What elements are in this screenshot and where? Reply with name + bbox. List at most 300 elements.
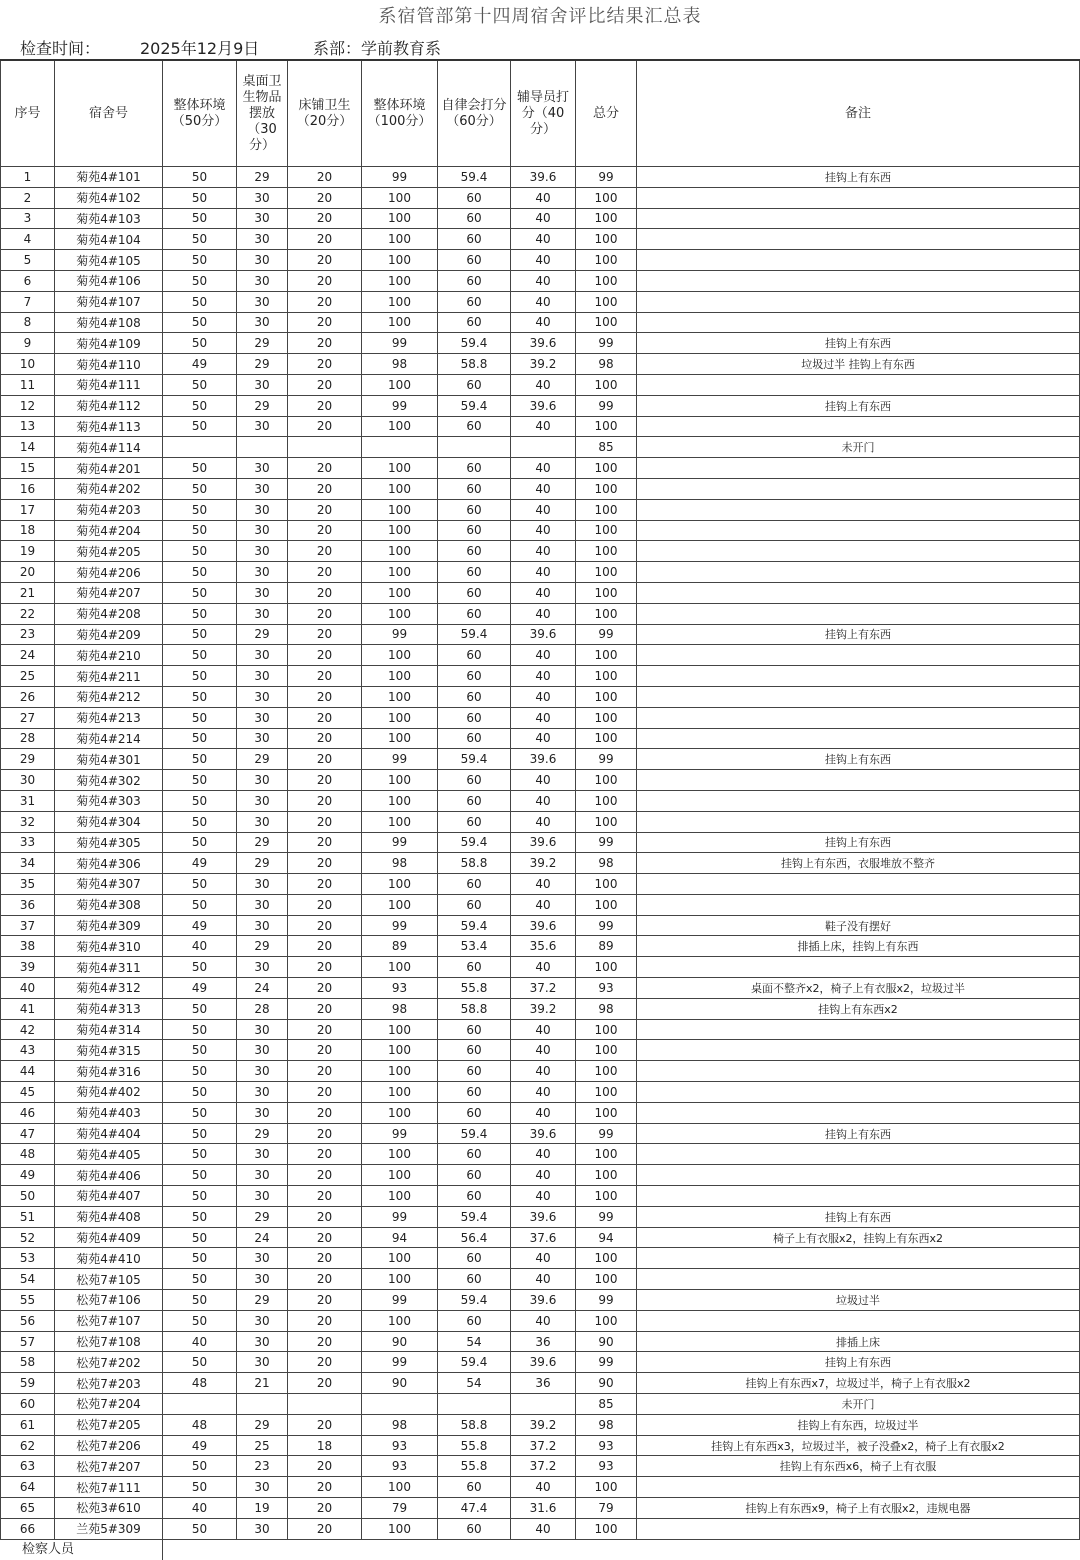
cell-remark <box>637 521 1080 542</box>
cell-remark: 鞋子没有摆好 <box>637 916 1080 937</box>
cell-total: 100 <box>576 521 637 542</box>
cell-room: 菊苑4#109 <box>55 333 163 354</box>
cell-index: 1 <box>0 167 55 188</box>
cell-desk: 29 <box>237 354 288 375</box>
cell-counselor: 40 <box>511 687 576 708</box>
cell-env100: 99 <box>362 1124 438 1145</box>
cell-total: 89 <box>576 936 637 957</box>
cell-bed: 20 <box>288 1186 362 1207</box>
cell-remark <box>637 1311 1080 1332</box>
cell-remark: 挂钩上有东西x3，垃圾过半，被子没叠x2，椅子上有衣服x2 <box>637 1436 1080 1457</box>
dept-label: 系部： <box>313 39 362 58</box>
cell-env50: 50 <box>163 645 237 666</box>
cell-bed: 20 <box>288 458 362 479</box>
cell-total: 100 <box>576 375 637 396</box>
cell-counselor: 40 <box>511 292 576 313</box>
cell-index: 11 <box>0 375 55 396</box>
cell-env100: 100 <box>362 541 438 562</box>
table-row <box>0 687 1080 708</box>
cell-committee: 59.4 <box>438 1124 511 1145</box>
cell-room: 菊苑4#307 <box>55 874 163 895</box>
cell-counselor: 39.6 <box>511 916 576 937</box>
cell-bed: 20 <box>288 354 362 375</box>
cell-index: 47 <box>0 1124 55 1145</box>
cell-index: 52 <box>0 1228 55 1249</box>
cell-room: 菊苑4#302 <box>55 770 163 791</box>
table-row <box>0 999 1080 1020</box>
cell-total: 100 <box>576 1186 637 1207</box>
cell-index: 63 <box>0 1456 55 1477</box>
cell-counselor: 39.6 <box>511 833 576 854</box>
cell-env100: 100 <box>362 604 438 625</box>
cell-index: 17 <box>0 500 55 521</box>
cell-counselor: 37.2 <box>511 1436 576 1457</box>
cell-desk: 29 <box>237 936 288 957</box>
cell-env50 <box>163 1394 237 1415</box>
cell-remark <box>637 895 1080 916</box>
cell-remark: 挂钩上有东西x2 <box>637 999 1080 1020</box>
cell-env50: 50 <box>163 1290 237 1311</box>
cell-room: 菊苑4#102 <box>55 188 163 209</box>
cell-index: 57 <box>0 1332 55 1353</box>
cell-env100: 100 <box>362 229 438 250</box>
cell-index: 36 <box>0 895 55 916</box>
cell-remark <box>637 687 1080 708</box>
cell-index: 27 <box>0 708 55 729</box>
cell-room: 菊苑4#201 <box>55 458 163 479</box>
cell-env100: 100 <box>362 250 438 271</box>
cell-counselor: 39.2 <box>511 999 576 1020</box>
cell-committee: 60 <box>438 1248 511 1269</box>
cell-env50: 49 <box>163 978 237 999</box>
cell-env50: 50 <box>163 209 237 230</box>
cell-room: 菊苑4#406 <box>55 1165 163 1186</box>
cell-index: 42 <box>0 1020 55 1041</box>
cell-desk: 30 <box>237 479 288 500</box>
cell-env50: 49 <box>163 1436 237 1457</box>
cell-bed: 20 <box>288 1103 362 1124</box>
cell-desk: 29 <box>237 749 288 770</box>
cell-committee: 60 <box>438 292 511 313</box>
cell-room: 菊苑4#104 <box>55 229 163 250</box>
cell-index: 31 <box>0 791 55 812</box>
table-row <box>0 853 1080 874</box>
cell-desk: 30 <box>237 1269 288 1290</box>
table-row <box>0 1394 1080 1415</box>
cell-room: 松苑7#203 <box>55 1373 163 1394</box>
cell-bed: 20 <box>288 936 362 957</box>
cell-desk: 30 <box>237 770 288 791</box>
cell-env100: 100 <box>362 417 438 438</box>
table-row <box>0 645 1080 666</box>
cell-env100: 100 <box>362 1248 438 1269</box>
cell-bed: 20 <box>288 271 362 292</box>
cell-env100: 93 <box>362 978 438 999</box>
cell-env100: 93 <box>362 1456 438 1477</box>
cell-remark <box>637 1144 1080 1165</box>
cell-total: 90 <box>576 1332 637 1353</box>
cell-bed: 20 <box>288 583 362 604</box>
cell-env100: 100 <box>362 1103 438 1124</box>
table-row <box>0 895 1080 916</box>
cell-index: 50 <box>0 1186 55 1207</box>
cell-committee: 60 <box>438 229 511 250</box>
cell-desk: 30 <box>237 292 288 313</box>
cell-bed: 20 <box>288 1020 362 1041</box>
cell-total: 79 <box>576 1498 637 1519</box>
cell-committee: 60 <box>438 604 511 625</box>
cell-env100: 100 <box>362 1082 438 1103</box>
cell-env100: 100 <box>362 188 438 209</box>
cell-bed: 20 <box>288 729 362 750</box>
cell-remark: 挂钩上有东西 <box>637 333 1080 354</box>
cell-index: 12 <box>0 396 55 417</box>
cell-desk: 29 <box>237 853 288 874</box>
cell-room: 菊苑4#309 <box>55 916 163 937</box>
cell-desk: 29 <box>237 1290 288 1311</box>
cell-desk: 30 <box>237 645 288 666</box>
cell-bed: 20 <box>288 1207 362 1228</box>
cell-env100: 100 <box>362 500 438 521</box>
cell-room: 菊苑4#210 <box>55 645 163 666</box>
cell-total: 100 <box>576 313 637 334</box>
cell-desk: 30 <box>237 271 288 292</box>
cell-desk: 30 <box>237 1165 288 1186</box>
cell-desk: 28 <box>237 999 288 1020</box>
cell-counselor: 39.2 <box>511 853 576 874</box>
cell-room: 菊苑4#313 <box>55 999 163 1020</box>
cell-remark <box>637 1082 1080 1103</box>
cell-index: 18 <box>0 521 55 542</box>
cell-committee: 59.4 <box>438 1352 511 1373</box>
header-room: 宿舍号 <box>55 61 163 167</box>
cell-bed: 20 <box>288 333 362 354</box>
cell-remark <box>637 1020 1080 1041</box>
cell-desk: 30 <box>237 541 288 562</box>
table-row <box>0 708 1080 729</box>
cell-total: 94 <box>576 1228 637 1249</box>
cell-remark: 排插上床 <box>637 1332 1080 1353</box>
cell-committee: 60 <box>438 1311 511 1332</box>
cell-env100: 98 <box>362 999 438 1020</box>
cell-room: 菊苑4#207 <box>55 583 163 604</box>
cell-total: 100 <box>576 1248 637 1269</box>
cell-committee: 60 <box>438 666 511 687</box>
cell-desk: 30 <box>237 1020 288 1041</box>
table-row <box>0 874 1080 895</box>
cell-desk: 30 <box>237 604 288 625</box>
cell-room: 菊苑4#107 <box>55 292 163 313</box>
cell-index: 21 <box>0 583 55 604</box>
cell-counselor: 40 <box>511 729 576 750</box>
cell-counselor: 40 <box>511 812 576 833</box>
cell-env50 <box>163 437 237 458</box>
cell-counselor: 40 <box>511 1311 576 1332</box>
cell-counselor: 40 <box>511 313 576 334</box>
cell-env50: 40 <box>163 1498 237 1519</box>
cell-remark <box>637 1186 1080 1207</box>
cell-env50: 40 <box>163 1332 237 1353</box>
cell-remark <box>637 1477 1080 1498</box>
cell-desk: 29 <box>237 833 288 854</box>
cell-index: 5 <box>0 250 55 271</box>
cell-committee: 47.4 <box>438 1498 511 1519</box>
cell-desk: 30 <box>237 521 288 542</box>
cell-room: 菊苑4#408 <box>55 1207 163 1228</box>
header-index: 序号 <box>0 61 55 167</box>
cell-env100: 99 <box>362 167 438 188</box>
table-row <box>0 1165 1080 1186</box>
cell-committee: 60 <box>438 1144 511 1165</box>
cell-env100 <box>362 437 438 458</box>
cell-total: 98 <box>576 1415 637 1436</box>
cell-env50: 50 <box>163 417 237 438</box>
cell-counselor: 40 <box>511 1020 576 1041</box>
table-row <box>0 313 1080 334</box>
cell-room: 松苑7#107 <box>55 1311 163 1332</box>
cell-remark: 挂钩上有东西 <box>637 167 1080 188</box>
table-row <box>0 978 1080 999</box>
cell-room: 菊苑4#106 <box>55 271 163 292</box>
cell-desk: 30 <box>237 188 288 209</box>
cell-index: 62 <box>0 1436 55 1457</box>
cell-total: 98 <box>576 354 637 375</box>
table-row <box>0 936 1080 957</box>
table-row <box>0 333 1080 354</box>
table-row <box>0 209 1080 230</box>
cell-env100: 99 <box>362 1207 438 1228</box>
cell-bed: 20 <box>288 313 362 334</box>
cell-index: 8 <box>0 313 55 334</box>
cell-total: 100 <box>576 666 637 687</box>
cell-index: 39 <box>0 957 55 978</box>
cell-desk: 30 <box>237 957 288 978</box>
dept-name: 学前教育系 <box>361 39 442 58</box>
cell-committee: 54 <box>438 1332 511 1353</box>
cell-total: 100 <box>576 1311 637 1332</box>
table-row <box>0 666 1080 687</box>
cell-room: 菊苑4#111 <box>55 375 163 396</box>
cell-desk: 29 <box>237 333 288 354</box>
cell-env100: 100 <box>362 708 438 729</box>
cell-desk: 30 <box>237 250 288 271</box>
cell-desk: 23 <box>237 1456 288 1477</box>
sheet-title: 系宿管部第十四周宿舍评比结果汇总表 <box>378 6 702 27</box>
cell-committee: 60 <box>438 313 511 334</box>
cell-room: 松苑7#108 <box>55 1332 163 1353</box>
table-row <box>0 1415 1080 1436</box>
cell-env50: 48 <box>163 1373 237 1394</box>
cell-room: 菊苑4#108 <box>55 313 163 334</box>
cell-committee: 60 <box>438 521 511 542</box>
cell-committee: 59.4 <box>438 1207 511 1228</box>
cell-remark <box>637 250 1080 271</box>
cell-desk: 30 <box>237 708 288 729</box>
cell-committee: 60 <box>438 541 511 562</box>
cell-remark <box>637 957 1080 978</box>
cell-counselor: 40 <box>511 791 576 812</box>
table-row <box>0 479 1080 500</box>
cell-index: 41 <box>0 999 55 1020</box>
cell-remark: 挂钩上有东西 <box>637 1124 1080 1145</box>
cell-desk: 30 <box>237 1103 288 1124</box>
cell-room: 菊苑4#203 <box>55 500 163 521</box>
table-row <box>0 1269 1080 1290</box>
cell-desk: 30 <box>237 1082 288 1103</box>
cell-bed: 20 <box>288 250 362 271</box>
table-row <box>0 1207 1080 1228</box>
cell-env100: 100 <box>362 1186 438 1207</box>
cell-env100: 100 <box>362 666 438 687</box>
cell-index: 49 <box>0 1165 55 1186</box>
cell-total: 100 <box>576 229 637 250</box>
cell-desk: 30 <box>237 1144 288 1165</box>
table-row <box>0 1082 1080 1103</box>
cell-committee: 60 <box>438 791 511 812</box>
cell-bed: 20 <box>288 874 362 895</box>
cell-room: 菊苑4#305 <box>55 833 163 854</box>
cell-env100: 99 <box>362 1290 438 1311</box>
cell-total: 100 <box>576 562 637 583</box>
cell-env100: 93 <box>362 1436 438 1457</box>
cell-committee <box>438 1394 511 1415</box>
cell-index: 37 <box>0 916 55 937</box>
cell-committee: 60 <box>438 645 511 666</box>
cell-room: 菊苑4#403 <box>55 1103 163 1124</box>
cell-counselor: 40 <box>511 1186 576 1207</box>
cell-remark <box>637 708 1080 729</box>
cell-total: 100 <box>576 188 637 209</box>
cell-committee: 58.8 <box>438 1415 511 1436</box>
cell-remark <box>637 1040 1080 1061</box>
table-row <box>0 583 1080 604</box>
cell-env50: 50 <box>163 1040 237 1061</box>
cell-index: 29 <box>0 749 55 770</box>
cell-counselor: 40 <box>511 583 576 604</box>
date-label: 检查时间： <box>20 39 101 58</box>
cell-room: 菊苑4#303 <box>55 791 163 812</box>
cell-env100: 100 <box>362 687 438 708</box>
cell-counselor: 40 <box>511 1477 576 1498</box>
cell-index: 24 <box>0 645 55 666</box>
cell-index: 38 <box>0 936 55 957</box>
cell-env50: 50 <box>163 1186 237 1207</box>
cell-counselor: 40 <box>511 1144 576 1165</box>
cell-total: 100 <box>576 729 637 750</box>
cell-room: 菊苑4#211 <box>55 666 163 687</box>
cell-env100: 100 <box>362 1519 438 1540</box>
table-row <box>0 812 1080 833</box>
cell-room: 松苑7#207 <box>55 1456 163 1477</box>
cell-room: 菊苑4#304 <box>55 812 163 833</box>
cell-bed: 20 <box>288 375 362 396</box>
table-row <box>0 604 1080 625</box>
cell-total: 100 <box>576 604 637 625</box>
cell-desk: 30 <box>237 1332 288 1353</box>
cell-total: 99 <box>576 916 637 937</box>
cell-env50: 49 <box>163 853 237 874</box>
cell-counselor: 40 <box>511 604 576 625</box>
cell-env50: 50 <box>163 1103 237 1124</box>
cell-counselor: 40 <box>511 1269 576 1290</box>
header-total: 总分 <box>576 61 637 167</box>
cell-env50: 50 <box>163 1228 237 1249</box>
cell-room: 菊苑4#114 <box>55 437 163 458</box>
cell-bed: 20 <box>288 1061 362 1082</box>
cell-env50: 50 <box>163 1061 237 1082</box>
cell-committee: 60 <box>438 1040 511 1061</box>
cell-index: 55 <box>0 1290 55 1311</box>
cell-counselor: 40 <box>511 229 576 250</box>
cell-total: 100 <box>576 1519 637 1540</box>
cell-env100: 100 <box>362 770 438 791</box>
cell-room: 松苑7#106 <box>55 1290 163 1311</box>
cell-room: 菊苑4#311 <box>55 957 163 978</box>
cell-room: 菊苑4#404 <box>55 1124 163 1145</box>
cell-index: 28 <box>0 729 55 750</box>
cell-counselor: 40 <box>511 562 576 583</box>
table-row <box>0 354 1080 375</box>
cell-index: 4 <box>0 229 55 250</box>
cell-desk: 30 <box>237 1477 288 1498</box>
cell-total: 100 <box>576 458 637 479</box>
cell-room: 菊苑4#105 <box>55 250 163 271</box>
cell-env50: 50 <box>163 1519 237 1540</box>
cell-remark <box>637 541 1080 562</box>
table-row <box>0 1519 1080 1540</box>
cell-total: 99 <box>576 167 637 188</box>
cell-env50: 49 <box>163 916 237 937</box>
cell-env50: 50 <box>163 541 237 562</box>
cell-index: 45 <box>0 1082 55 1103</box>
cell-env100: 100 <box>362 292 438 313</box>
cell-total: 100 <box>576 645 637 666</box>
cell-env50: 50 <box>163 874 237 895</box>
cell-room: 菊苑4#315 <box>55 1040 163 1061</box>
cell-index: 61 <box>0 1415 55 1436</box>
cell-env50: 50 <box>163 749 237 770</box>
cell-remark <box>637 209 1080 230</box>
cell-total: 100 <box>576 479 637 500</box>
cell-counselor: 39.6 <box>511 167 576 188</box>
cell-env100: 100 <box>362 791 438 812</box>
cell-committee: 60 <box>438 209 511 230</box>
cell-total: 100 <box>576 708 637 729</box>
cell-bed: 20 <box>288 500 362 521</box>
cell-total: 100 <box>576 583 637 604</box>
cell-committee: 59.4 <box>438 333 511 354</box>
cell-counselor: 31.6 <box>511 1498 576 1519</box>
cell-total: 99 <box>576 333 637 354</box>
cell-bed: 20 <box>288 1124 362 1145</box>
cell-bed: 20 <box>288 666 362 687</box>
cell-counselor: 36 <box>511 1332 576 1353</box>
table-row <box>0 292 1080 313</box>
cell-index: 51 <box>0 1207 55 1228</box>
table-row <box>0 1332 1080 1353</box>
cell-bed: 20 <box>288 1373 362 1394</box>
cell-room: 松苑3#610 <box>55 1498 163 1519</box>
cell-env100: 100 <box>362 1311 438 1332</box>
table-row <box>0 396 1080 417</box>
cell-remark <box>637 770 1080 791</box>
cell-committee: 59.4 <box>438 916 511 937</box>
cell-bed: 20 <box>288 916 362 937</box>
cell-desk: 30 <box>237 1061 288 1082</box>
cell-counselor: 40 <box>511 645 576 666</box>
cell-index: 35 <box>0 874 55 895</box>
cell-env100: 99 <box>362 1352 438 1373</box>
